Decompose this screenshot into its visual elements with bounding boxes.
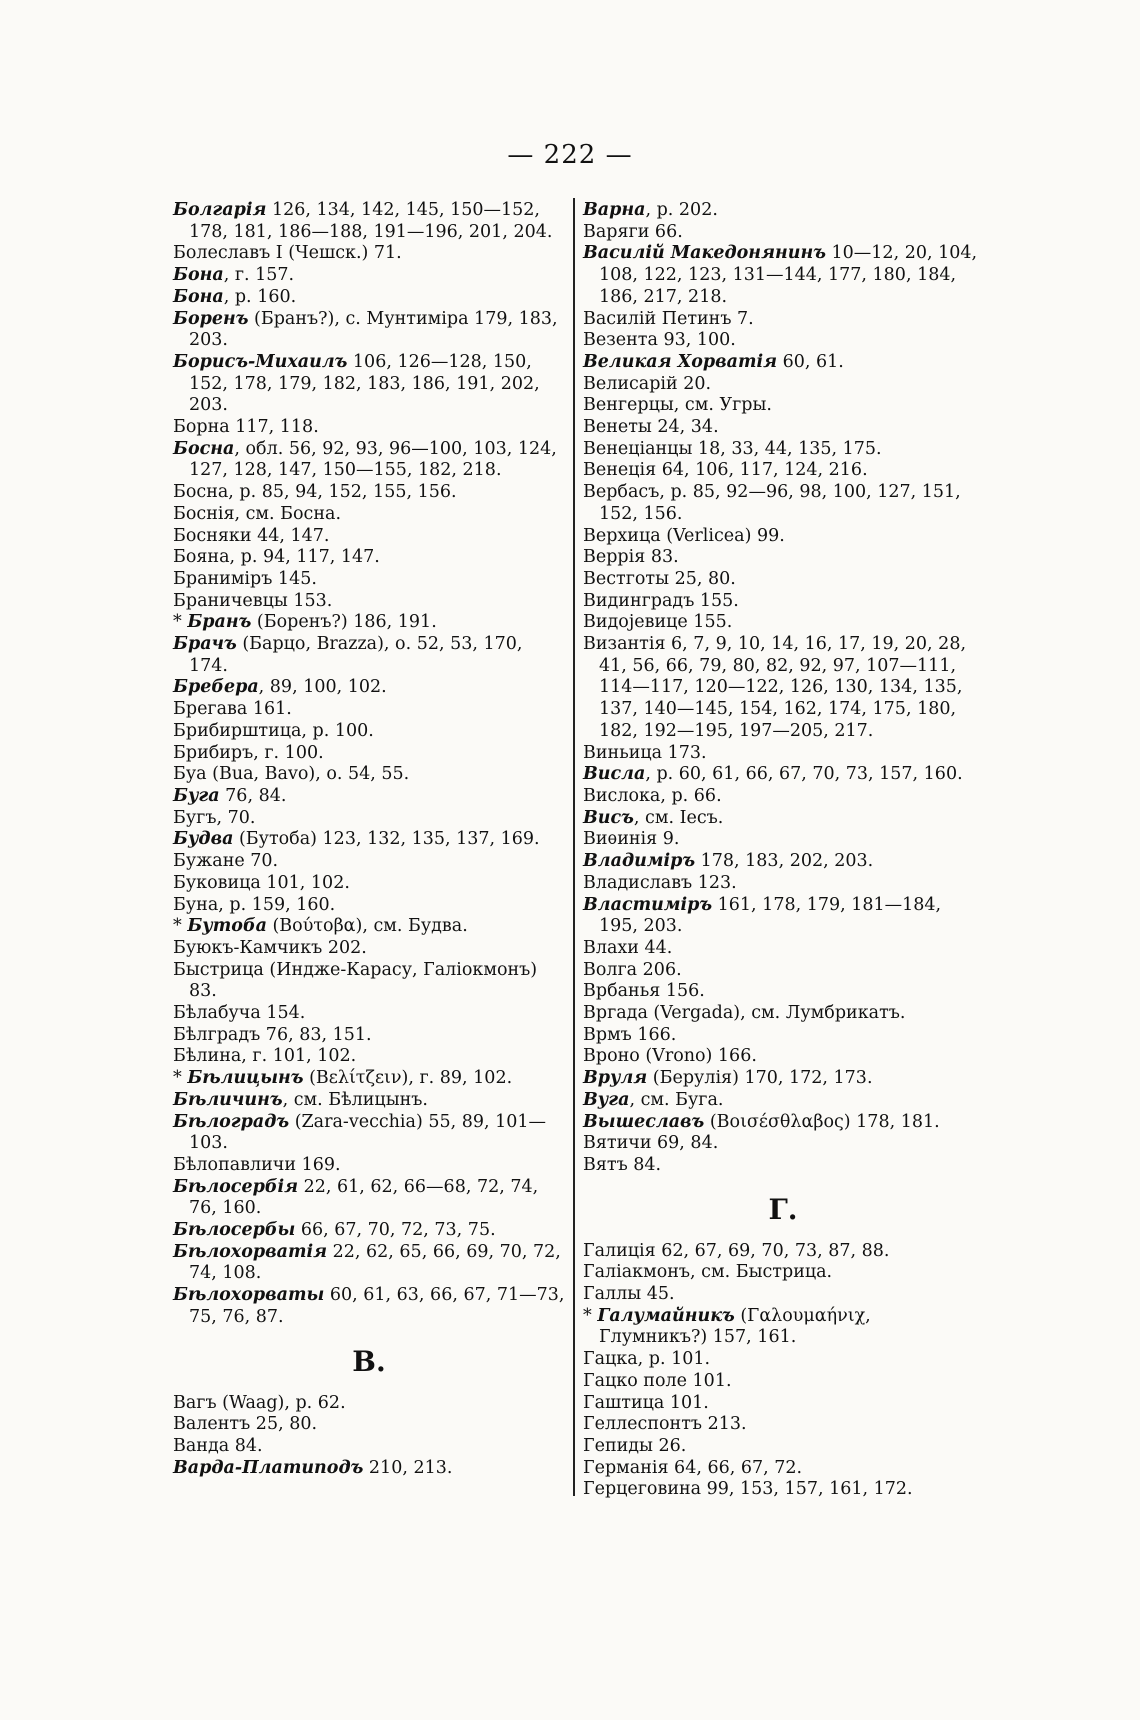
index-entry xyxy=(173,200,565,243)
index-entry xyxy=(583,309,983,331)
index-entry xyxy=(173,1155,565,1177)
entry-text: Бѣлабуча 154. xyxy=(173,1003,306,1024)
entry-headword: Варда-Платиподъ xyxy=(173,1457,364,1478)
entry-text: Вятъ 84. xyxy=(583,1154,662,1175)
entry-text: , р. 202. xyxy=(645,200,718,220)
index-entry xyxy=(583,395,983,417)
entry-text: Венеція 64, 106, 117, 124, 216. xyxy=(583,460,868,481)
index-entry xyxy=(173,829,565,851)
entry-text: , 89, 100, 102. xyxy=(258,677,387,698)
index-entry xyxy=(173,1242,565,1285)
entry-text: Босна, р. 85, 94, 152, 155, 156. xyxy=(173,482,457,503)
index-entry xyxy=(583,895,983,938)
entry-text: Вагъ (Waag), р. 62. xyxy=(173,1392,346,1413)
index-entry xyxy=(583,851,983,873)
entry-text: (Γαλουμαήνιχ, Глумникъ?) 157, 161. xyxy=(599,1305,871,1348)
index-entry xyxy=(173,634,565,677)
asterisk-mark: * xyxy=(173,612,188,633)
index-entry xyxy=(173,504,565,526)
index-entry xyxy=(173,1025,565,1047)
entry-text: Врмъ 166. xyxy=(583,1024,677,1045)
entry-text: , см. Буга. xyxy=(629,1089,724,1110)
entry-text: Василій Петинъ 7. xyxy=(583,308,754,329)
entry-text: Галлы 45. xyxy=(583,1284,675,1305)
index-entry xyxy=(583,612,983,634)
index-entry xyxy=(583,1414,983,1436)
entry-text: Браничевцы 153. xyxy=(173,590,333,611)
index-entry xyxy=(583,1393,983,1415)
index-entry xyxy=(583,1003,983,1025)
index-entry xyxy=(583,960,983,982)
entry-text: Бугъ, 70. xyxy=(173,807,256,828)
index-entry xyxy=(173,309,565,352)
entry-text: Быстрица (Индже-Карасу, Галіокмонъ) 83. xyxy=(173,959,538,1002)
index-entry xyxy=(173,1458,565,1480)
entry-text: , г. 157. xyxy=(223,265,295,286)
index-entry xyxy=(173,1090,565,1112)
entry-headword: Бѣлоградъ xyxy=(173,1111,290,1132)
index-entry xyxy=(173,591,565,613)
index-column-right xyxy=(583,200,983,1501)
entry-headword: Боренъ xyxy=(173,308,249,329)
entry-headword: Великая Хорватія xyxy=(583,351,778,372)
asterisk-mark: * xyxy=(583,1305,598,1326)
entry-text: Вроно (Vrono) 166. xyxy=(583,1046,757,1067)
entry-text: (Βελίτζειν), г. 89, 102. xyxy=(303,1068,513,1089)
index-entry xyxy=(583,981,983,1003)
entry-text: 22, 61, 62, 66—68, 72, 74, 76, 160. xyxy=(189,1176,539,1219)
index-entry xyxy=(583,1046,983,1068)
entry-headword: Галумайникъ xyxy=(597,1305,735,1326)
index-entry xyxy=(583,1068,983,1090)
entry-text: 210, 213. xyxy=(363,1457,453,1478)
entry-headword: Бѣличинъ xyxy=(173,1089,283,1110)
index-entry xyxy=(583,1112,983,1134)
index-entry xyxy=(583,786,983,808)
entry-text: Бѣлопавличи 169. xyxy=(173,1154,341,1175)
entry-text: Гацка, р. 101. xyxy=(583,1349,711,1370)
entry-text: Везента 93, 100. xyxy=(583,330,736,351)
entry-text: Геллеспонтъ 213. xyxy=(583,1414,747,1435)
entry-text: Брегава 161. xyxy=(173,699,292,720)
entry-text: Волга 206. xyxy=(583,959,682,980)
index-entry xyxy=(173,243,565,265)
entry-text: Германія 64, 66, 67, 72. xyxy=(583,1457,803,1478)
entry-text: (Βοισέσθλαβος) 178, 181. xyxy=(704,1111,940,1132)
index-entry xyxy=(583,352,983,374)
index-entry xyxy=(583,1090,983,1112)
entry-text: Брибиръ, г. 100. xyxy=(173,742,324,763)
entry-text: Гепиды 26. xyxy=(583,1435,687,1456)
entry-text: 22, 62, 65, 66, 69, 70, 72, 74, 108. xyxy=(189,1241,561,1284)
entry-headword: Болгарія xyxy=(173,200,267,220)
entry-text: Буюкъ-Камчикъ 202. xyxy=(173,937,367,958)
entry-headword: Бранъ xyxy=(187,612,252,633)
page-number: — 222 — xyxy=(507,140,633,170)
index-entry xyxy=(173,699,565,721)
index-entry xyxy=(173,851,565,873)
entry-headword: Буга xyxy=(173,785,220,806)
asterisk-mark: * xyxy=(173,916,188,937)
entry-headword: Босна xyxy=(173,438,235,459)
entry-text: , р. 160. xyxy=(223,286,297,307)
entry-text: Галіакмонъ, см. Быстрица. xyxy=(583,1262,833,1283)
index-entry xyxy=(173,1436,565,1458)
entry-text: Вислока, р. 66. xyxy=(583,785,722,806)
index-entry xyxy=(173,677,565,699)
index-entry xyxy=(583,1458,983,1480)
index-entry xyxy=(173,287,565,309)
entry-text: Бояна, р. 94, 117, 147. xyxy=(173,547,380,568)
index-entry xyxy=(173,1220,565,1242)
index-entry xyxy=(583,330,983,352)
index-entry xyxy=(173,938,565,960)
index-entry xyxy=(173,1112,565,1155)
entry-headword: Висла xyxy=(583,764,646,785)
entry-text: Болеславъ I (Чешск.) 71. xyxy=(173,243,402,264)
index-entry xyxy=(173,764,565,786)
entry-text: Влахи 44. xyxy=(583,937,673,958)
entry-text: (Zara-vecchia) 55, 89, 101—103. xyxy=(189,1111,547,1154)
entry-text: Боснія, см. Босна. xyxy=(173,503,342,524)
entry-text: Венеціанцы 18, 33, 44, 135, 175. xyxy=(583,438,882,459)
index-entry xyxy=(173,743,565,765)
index-entry xyxy=(583,1479,983,1501)
index-entry xyxy=(583,460,983,482)
entry-text: Герцеговина 99, 153, 157, 161, 172. xyxy=(583,1479,913,1500)
index-entry xyxy=(583,829,983,851)
entry-list-v xyxy=(173,1393,565,1480)
entry-text: Велисарій 20. xyxy=(583,373,712,394)
index-entry xyxy=(583,1241,983,1263)
entry-text: 178, 183, 202, 203. xyxy=(695,851,874,872)
index-entry xyxy=(583,547,983,569)
entry-headword: Властиміръ xyxy=(583,894,713,915)
entry-list-g xyxy=(583,1241,983,1501)
entry-text: (Барцо, Brazza), о. 52, 53, 170, 174. xyxy=(189,634,523,676)
entry-headword: Вышеславъ xyxy=(583,1111,705,1132)
entry-text: Вятичи 69, 84. xyxy=(583,1133,719,1154)
entry-text: Буковица 101, 102. xyxy=(173,872,350,893)
index-entry xyxy=(173,1046,565,1068)
index-entry xyxy=(173,786,565,808)
index-entry xyxy=(583,1371,983,1393)
entry-text: Венгерцы, см. Угры. xyxy=(583,395,772,416)
entry-text: Гацко поле 101. xyxy=(583,1370,732,1391)
entry-headword: Василій Македонянинъ xyxy=(583,243,826,264)
index-entry xyxy=(583,634,983,743)
entry-text: Верхица (Verlicea) 99. xyxy=(583,525,785,546)
index-entry xyxy=(583,526,983,548)
index-entry xyxy=(583,1155,983,1177)
entry-text: Валентъ 25, 80. xyxy=(173,1414,318,1435)
entry-headword: Будва xyxy=(173,829,234,850)
entry-text: , обл. 56, 92, 93, 96—100, 103, 124, 127, 128, 147, 150—155, 182, 218. xyxy=(189,438,557,481)
index-entry xyxy=(583,938,983,960)
entry-text: Виньица 173. xyxy=(583,742,707,763)
index-entry xyxy=(173,721,565,743)
entry-text: Венеты 24, 34. xyxy=(583,417,719,438)
entry-text: (Берулія) 170, 172, 173. xyxy=(647,1068,873,1089)
entry-headword: Висъ xyxy=(583,807,634,828)
entry-text: Византія 6, 7, 9, 10, 14, 16, 17, 19, 20, 28, 41, 56, 66, 79, 80, 82, 92, 97, 107—111, 114—117, 120—122, 126, 130, 134, 135, 137, 140—145, 154, 162, 174, 175, 180, 182, 192—195, 197—205, 217. xyxy=(583,634,967,741)
entry-text: 60, 61, 63, 66, 67, 71—73, 75, 76, 87. xyxy=(189,1285,565,1327)
index-entry xyxy=(173,1393,565,1415)
entry-text: Видојевице 155. xyxy=(583,612,733,633)
index-entry xyxy=(173,569,565,591)
entry-headword: Варна xyxy=(583,200,646,220)
index-entry xyxy=(583,1436,983,1458)
entry-text: Варяги 66. xyxy=(583,221,683,242)
index-entry xyxy=(173,1003,565,1025)
asterisk-mark: * xyxy=(173,1068,188,1089)
entry-text: (Бутоба) 123, 132, 135, 137, 169. xyxy=(233,829,540,850)
entry-text: Владиславъ 123. xyxy=(583,872,737,893)
index-entry xyxy=(583,439,983,461)
entry-text: Ванда 84. xyxy=(173,1435,263,1456)
entry-headword: Брачъ xyxy=(173,634,237,655)
entry-text: Вербасъ, р. 85, 92—96, 98, 100, 127, 151, 152, 156. xyxy=(583,482,961,524)
entry-text: Буна, р. 159, 160. xyxy=(173,894,336,915)
entry-text: (Бранъ?), с. Мунтиміра 179, 183, 203. xyxy=(189,308,558,351)
index-entry xyxy=(583,200,983,222)
entry-headword: Бона xyxy=(173,286,224,307)
index-entry xyxy=(173,1068,565,1090)
index-entry xyxy=(173,526,565,548)
index-entry xyxy=(583,417,983,439)
entry-text: , см. Бѣлицынъ. xyxy=(282,1089,428,1110)
index-entry xyxy=(583,482,983,525)
entry-text: Вргада (Vergada), см. Лумбрикатъ. xyxy=(583,1003,906,1024)
entry-text: 126, 134, 142, 145, 150—152, 178, 181, 186—188, 191—196, 201, 204. xyxy=(189,200,553,242)
entry-headword: Бѣлохорваты xyxy=(173,1285,325,1306)
index-entry xyxy=(173,1414,565,1436)
entry-text: 60, 61. xyxy=(777,351,844,372)
index-entry xyxy=(583,743,983,765)
index-entry xyxy=(583,873,983,895)
entry-text: , р. 60, 61, 66, 67, 70, 73, 157, 160. xyxy=(645,764,963,785)
entry-headword: Борисъ-Михаилъ xyxy=(173,351,348,372)
entry-text: Бѣлградъ 76, 83, 151. xyxy=(173,1024,372,1045)
column-divider xyxy=(573,198,575,1496)
index-entry xyxy=(583,243,983,308)
index-entry xyxy=(583,1306,983,1349)
entry-headword: Бона xyxy=(173,265,224,286)
index-entry xyxy=(583,808,983,830)
entry-text: (Боренъ?) 186, 191. xyxy=(251,612,437,633)
index-entry xyxy=(173,417,565,439)
entry-text: 66, 67, 70, 72, 73, 75. xyxy=(295,1220,496,1241)
index-entry xyxy=(173,547,565,569)
entry-list xyxy=(583,200,983,1177)
index-entry xyxy=(173,612,565,634)
entry-text: Гаштица 101. xyxy=(583,1392,709,1413)
index-entry xyxy=(173,895,565,917)
index-entry xyxy=(583,222,983,244)
entry-headword: Вуга xyxy=(583,1089,630,1110)
entry-text: Бужане 70. xyxy=(173,851,279,872)
entry-text: Веррія 83. xyxy=(583,547,679,568)
entry-text: 106, 126—128, 150, 152, 178, 179, 182, 183, 186, 191, 202, 203. xyxy=(189,351,540,416)
entry-text: Буа (Bua, Bavo), о. 54, 55. xyxy=(173,764,410,785)
section-heading-g: Г. xyxy=(768,1192,798,1226)
index-entry xyxy=(173,265,565,287)
index-entry xyxy=(583,569,983,591)
index-entry xyxy=(173,1285,565,1328)
index-entry xyxy=(173,808,565,830)
entry-headword: Владиміръ xyxy=(583,851,696,872)
entry-list xyxy=(173,200,565,1329)
entry-text: Борна 117, 118. xyxy=(173,417,319,438)
index-entry xyxy=(583,1349,983,1371)
entry-text: (Βούτοβα), см. Будва. xyxy=(266,916,468,937)
index-entry xyxy=(173,960,565,1003)
index-entry xyxy=(583,374,983,396)
entry-headword: Бѣлохорватія xyxy=(173,1241,328,1262)
entry-text: Видинградъ 155. xyxy=(583,590,739,611)
index-column-left xyxy=(173,200,565,1479)
index-entry xyxy=(583,1284,983,1306)
entry-text: , см. Іесъ. xyxy=(633,807,724,828)
entry-text: Босняки 44, 147. xyxy=(173,525,330,546)
entry-headword: Бѣлосербы xyxy=(173,1220,296,1241)
entry-text: Галиція 62, 67, 69, 70, 73, 87, 88. xyxy=(583,1240,890,1261)
entry-text: Врбанья 156. xyxy=(583,981,705,1002)
entry-text: Брибирштица, р. 100. xyxy=(173,720,374,741)
index-entry xyxy=(583,764,983,786)
index-entry xyxy=(173,873,565,895)
index-entry xyxy=(173,439,565,482)
index-entry xyxy=(583,1133,983,1155)
index-entry xyxy=(583,591,983,613)
entry-text: Виѳинія 9. xyxy=(583,829,680,850)
entry-headword: Вруля xyxy=(583,1068,648,1089)
entry-text: Вестготы 25, 80. xyxy=(583,568,736,589)
section-heading-v: В. xyxy=(352,1344,386,1378)
entry-text: Бѣлина, г. 101, 102. xyxy=(173,1046,357,1067)
entry-headword: Бѣлицынъ xyxy=(187,1068,304,1089)
entry-headword: Бутоба xyxy=(187,916,267,937)
entry-text: 161, 178, 179, 181—184, 195, 203. xyxy=(599,894,942,937)
entry-text: 76, 84. xyxy=(219,785,287,806)
entry-headword: Бѣлосербія xyxy=(173,1176,299,1197)
index-entry xyxy=(583,1025,983,1047)
index-entry xyxy=(583,1262,983,1284)
entry-text: 10—12, 20, 104, 108, 122, 123, 131—144, 177, 180, 184, 186, 217, 218. xyxy=(599,243,978,307)
index-entry xyxy=(173,1177,565,1220)
index-entry xyxy=(173,916,565,938)
entry-text: Браниміръ 145. xyxy=(173,568,317,589)
index-entry xyxy=(173,482,565,504)
index-entry xyxy=(173,352,565,417)
entry-headword: Бребера xyxy=(173,677,259,698)
